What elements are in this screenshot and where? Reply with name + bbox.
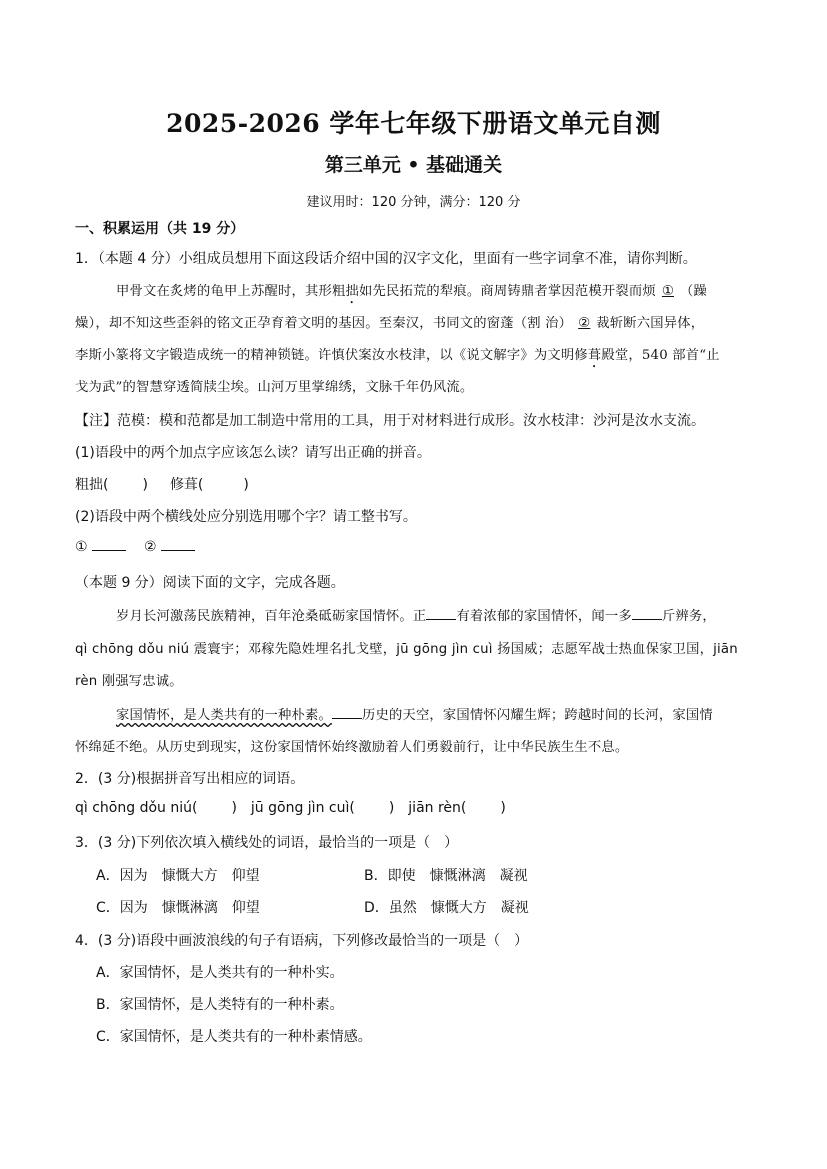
q1-answer-row-2 <box>75 538 755 555</box>
dotted-char: 葺 <box>587 348 602 363</box>
q3-option-c[interactable]: C．因为 慷慨淋漓 仰望 <box>96 900 260 916</box>
pinyin-prompt: qì chōng dǒu niú( <box>75 800 198 816</box>
section-heading: 一、积累运用（共 19 分） <box>75 221 245 237</box>
fill-blank <box>332 706 362 719</box>
answer-paren: ) <box>231 800 237 816</box>
passage-text: 燥），却不知这些歪斜的铭文正孕育着文明的基因。至秦汉，书同文的窗蓬（割 治） <box>75 316 573 331</box>
passage-text: （躁 <box>680 284 708 299</box>
circle-2: ② <box>144 539 157 555</box>
pinyin: jiān <box>713 642 738 657</box>
pinyin: jū gōng jìn cuì <box>396 642 493 657</box>
fill-blank <box>426 607 456 620</box>
page-title: 2025-2026 学年七年级下册语文单元自测 <box>166 109 661 138</box>
group2-intro: （本题 9 分）阅读下面的文字，完成各题。 <box>75 575 345 591</box>
time-info: 建议用时：120 分钟，满分：120 分 <box>306 195 521 210</box>
passage-text: 如先民拓荒的犁痕。商周铸鼎者掌因范模开裂而烦 <box>358 284 656 299</box>
passage-text: 历史的天空，家国情怀闪耀生辉；跨越时间的长河，家国情 <box>361 708 713 723</box>
q1-passage-line-3 <box>75 344 755 371</box>
q3-option-d[interactable]: D．虽然 慷慨大方 凝视 <box>364 900 529 916</box>
fill-blank <box>632 607 662 620</box>
q1-note: 【注】范模：模和范都是加工制造中常用的工具，用于对材料进行成形。汝水枝津：沙河是汝水支流。 <box>75 413 705 429</box>
passage-text: 殿堂，540 部首“止 <box>601 348 720 363</box>
passage-text: 李斯小篆将文字锻造成统一的精神锁链。许慎伏案汝水枝津，以《说文解字》为文明修 <box>75 348 588 363</box>
q1-passage-line-2 <box>75 312 755 331</box>
pinyin-prompt: jiān rèn( <box>408 800 467 816</box>
circle-1: ① <box>75 539 88 555</box>
passage-text: 扬国威；志愿军战士热血保家卫国， <box>492 642 714 657</box>
q1-answer-row-1 <box>75 474 755 494</box>
q1-passage-line-4: 戈为武”的智慧穿透简牍尘埃。山河万里掌绵绣，文脉千年仍风流。 <box>75 380 474 395</box>
reading-p2-line-1 <box>116 704 756 723</box>
blank-2: ② <box>578 316 591 331</box>
passage-text: 有着浓郁的家国情怀，闻一多 <box>456 609 632 624</box>
pinyin-prompt: jū gōng jìn cuì( <box>250 800 355 816</box>
answer-paren: ) <box>500 800 506 816</box>
answer-label: 粗拙( <box>75 477 109 493</box>
pinyin: rèn <box>75 674 98 689</box>
pinyin: qì chōng dǒu niú <box>75 642 190 657</box>
reading-p2-line-2: 怀绵延不绝。从历史到现实，这份家国情怀始终激励着人们勇毅前行，让中华民族生生不息。 <box>75 740 629 755</box>
q2-answers <box>75 800 755 816</box>
q1-prompt: 1．（本题 4 分）小组成员想用下面这段话介绍中国的汉字文化，里面有一些字词拿不准，请你判断。 <box>75 251 697 267</box>
q2-prompt: 2．(3 分)根据拼音写出相应的词语。 <box>75 771 305 787</box>
passage-text: 刚强写忠诚。 <box>97 674 183 689</box>
q1-passage-line-1 <box>116 280 756 307</box>
wavy-sentence: 家国情怀，是人类共有的一种朴素。 <box>116 708 332 723</box>
q3-option-a[interactable]: A．因为 慷慨大方 仰望 <box>96 868 260 884</box>
passage-text: 斤辨务， <box>661 609 716 624</box>
dotted-char: 拙 <box>345 284 359 299</box>
q4-option-a[interactable]: A．家国情怀，是人类共有的一种朴实。 <box>96 965 344 981</box>
q4-prompt: 4．(3 分)语段中画波浪线的句子有语病，下列修改最恰当的一项是（ ） <box>75 933 529 949</box>
answer-paren: ) <box>243 477 249 493</box>
passage-text: 甲骨文在炙烤的龟甲上苏醒时，其形粗 <box>116 284 346 299</box>
reading-p1-line-2 <box>75 638 755 657</box>
q3-prompt: 3．(3 分)下列依次填入横线处的词语，最恰当的一项是（ ） <box>75 835 459 851</box>
q4-option-c[interactable]: C．家国情怀，是人类共有的一种朴素情感。 <box>96 1029 372 1045</box>
passage-text: 岁月长河激荡民族精神，百年沧桑砥砺家国情怀。正 <box>116 609 427 624</box>
q3-option-b[interactable]: B．即使 慷慨淋漓 凝视 <box>364 868 528 884</box>
answer-paren: ) <box>388 800 395 816</box>
unit-subtitle: 第三单元 • 基础通关 <box>324 154 503 176</box>
q4-option-b[interactable]: B．家国情怀，是人类特有的一种朴素。 <box>96 997 344 1013</box>
passage-text: 震寰宇；邓稼先隐姓埋名扎戈壁， <box>189 642 397 657</box>
blank-1: ① <box>661 284 675 299</box>
answer-paren: ) <box>142 477 148 493</box>
reading-p1-line-3 <box>75 670 755 689</box>
q1-sub1: (1)语段中的两个加点字应该怎么读？请写出正确的拼音。 <box>75 445 431 461</box>
passage-text: 裁斩断六国异体， <box>596 316 705 331</box>
answer-label: 修葺( <box>169 477 204 493</box>
answer-blank <box>161 538 195 551</box>
answer-blank <box>92 538 126 551</box>
q1-sub2: (2)语段中两个横线处应分别选用哪个字？请工整书写。 <box>75 509 417 525</box>
reading-p1-line-1 <box>116 605 756 624</box>
